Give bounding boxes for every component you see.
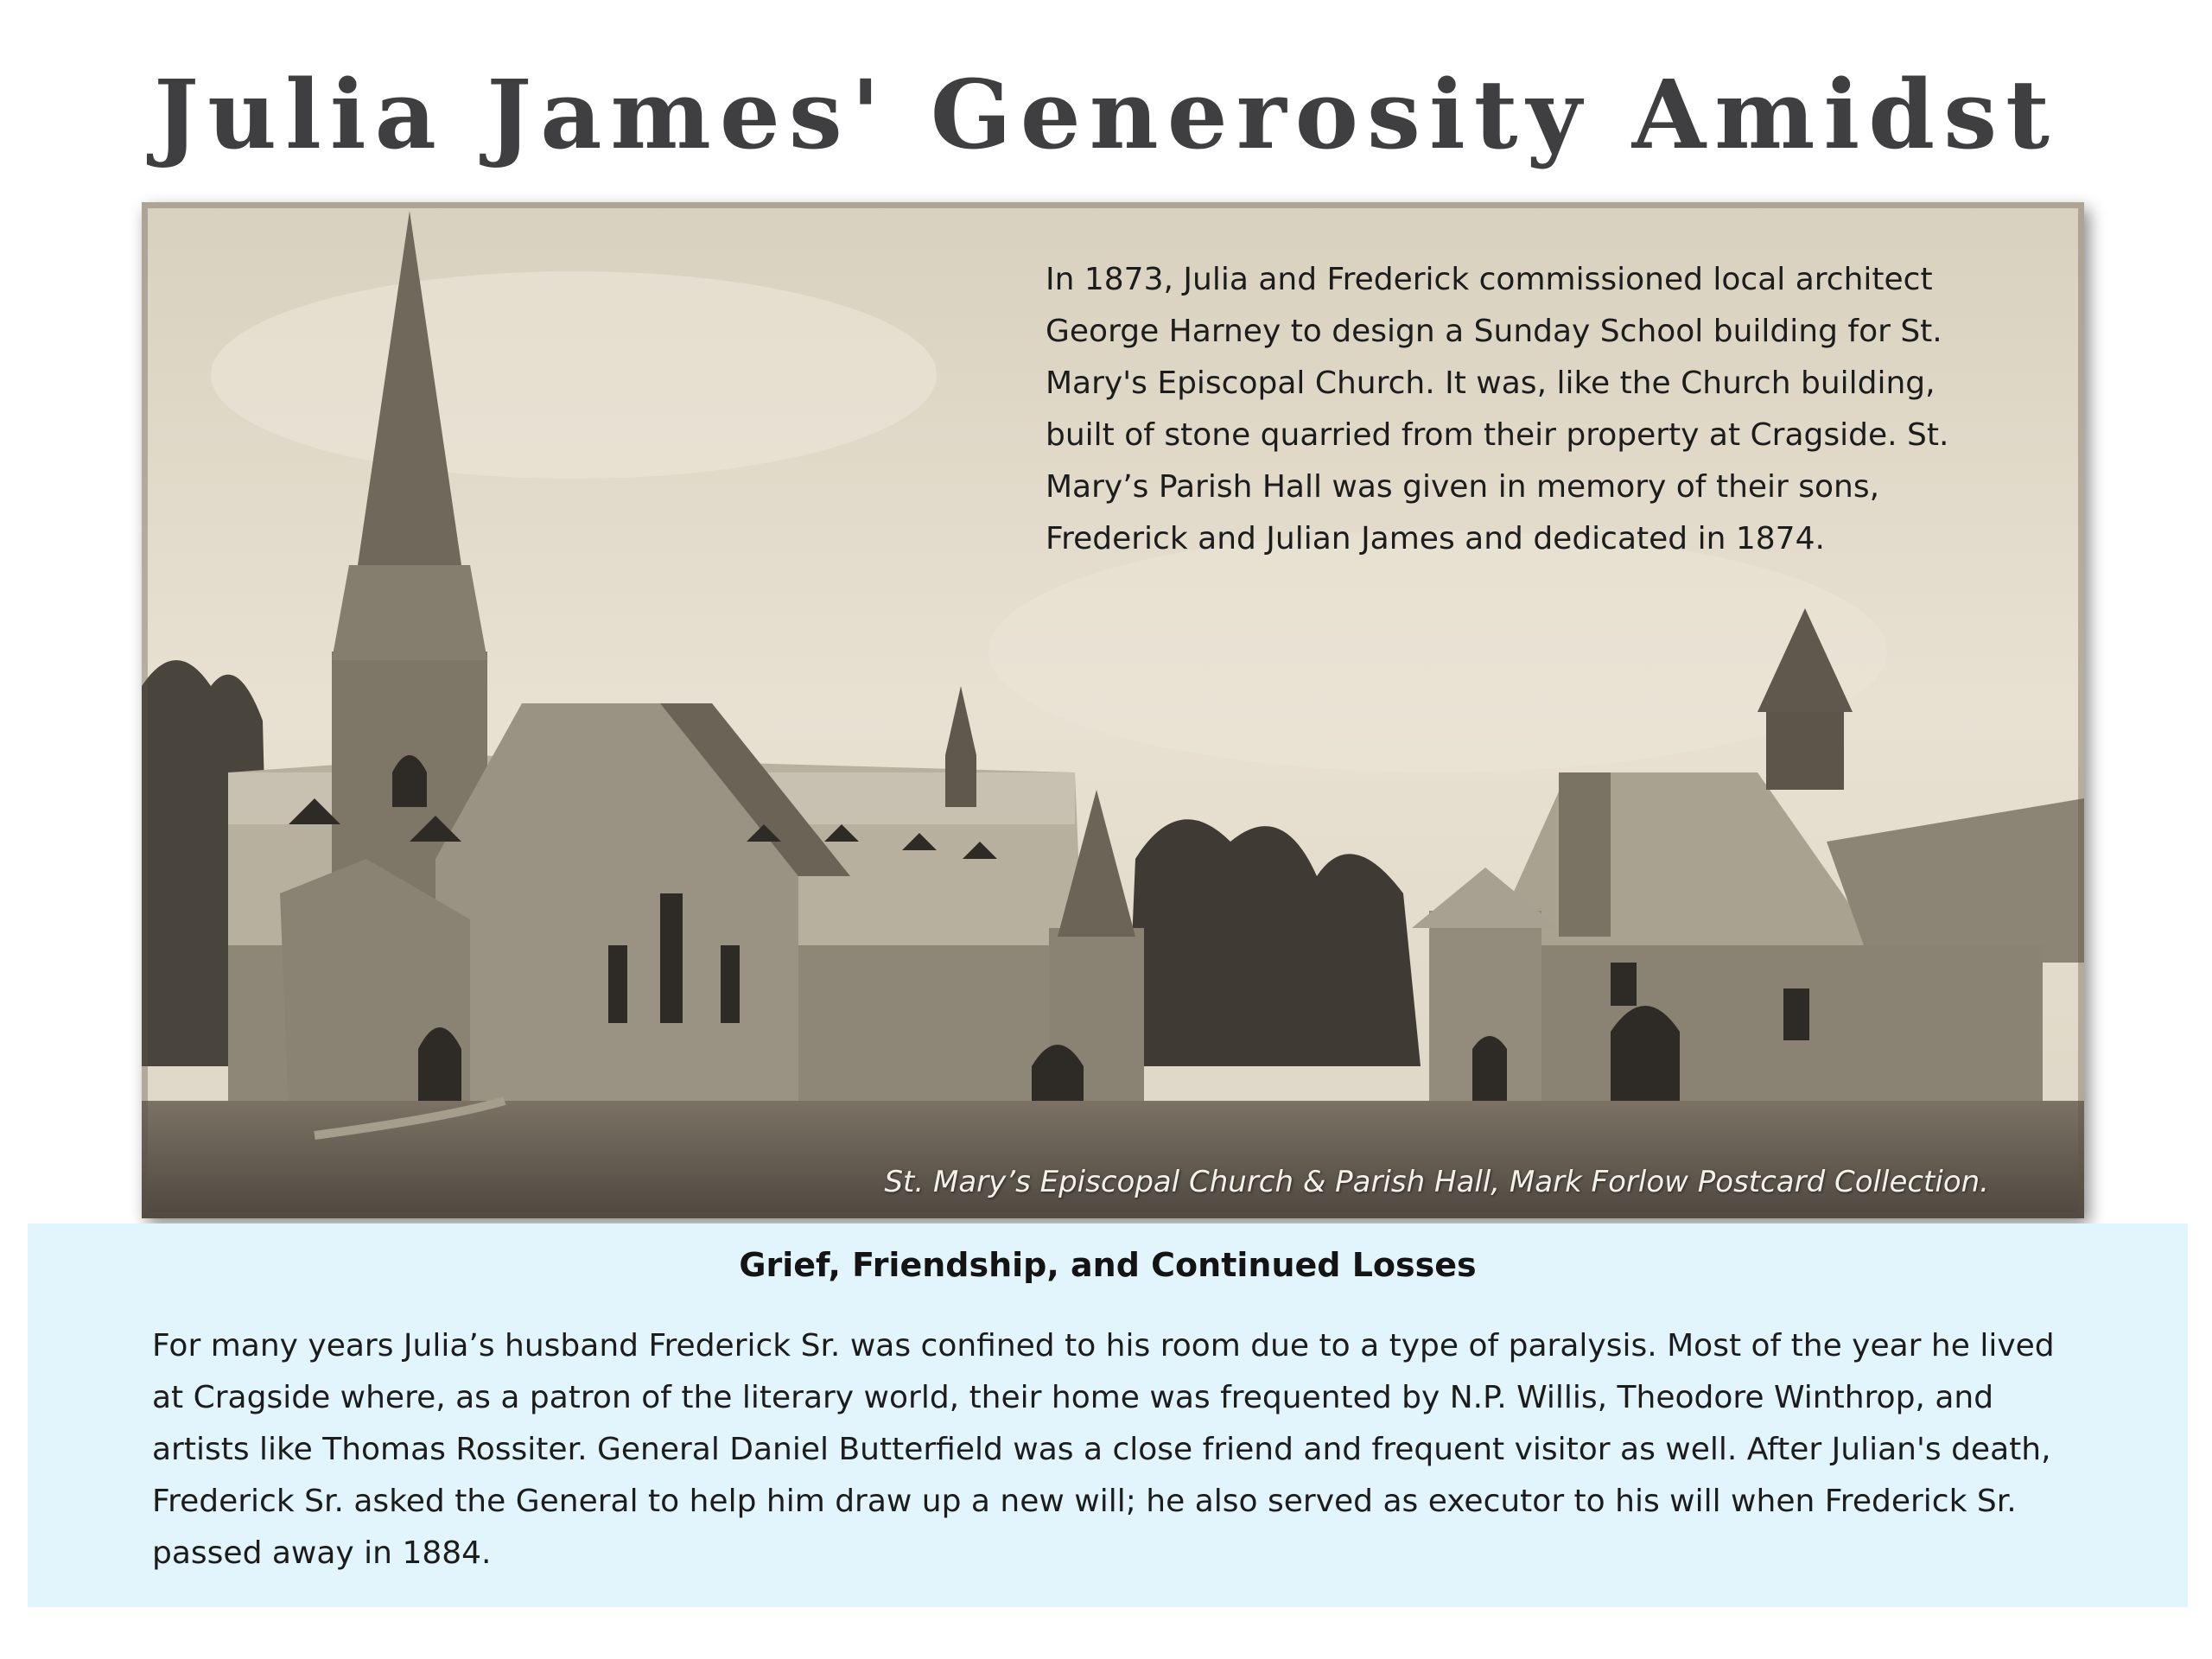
page-title: Julia James' Generosity Amidst: [154, 59, 2058, 170]
info-body: For many years Julia’s husband Frederick Sr. was confined to his room due to a type of paralysis. Most of the year he lived at Cragside where, as a patron of the literary world, their home was frequented by N.P. Willis, Theodore Winthrop, and artists like Thomas Rossiter. General Daniel Butterfield was a close friend and frequent visitor as well. After Julian's death, Frederick Sr. asked the General to help him draw up a new will; he also served as executor to his will when Frederick Sr. passed away in 1884.: [152, 1328, 2055, 1571]
info-heading: Grief, Friendship, and Continued Losses: [739, 1246, 1477, 1284]
info-panel: [28, 1224, 2188, 1607]
church-photo: [142, 202, 2084, 1218]
photo-overlay-text: In 1873, Julia and Frederick commissioned local architect George Harney to design a Sunday School building for St. Mary's Episcopal Church. It was, like the Church building, built of stone quarried from their property at Cragside. St. Mary’s Parish Hall was given in memory of their sons, Frederick and Julian James and dedicated in 1874.: [1046, 262, 1949, 556]
photo-caption: St. Mary’s Episcopal Church & Parish Hall, Mark Forlow Postcard Collection.: [884, 1165, 1989, 1199]
